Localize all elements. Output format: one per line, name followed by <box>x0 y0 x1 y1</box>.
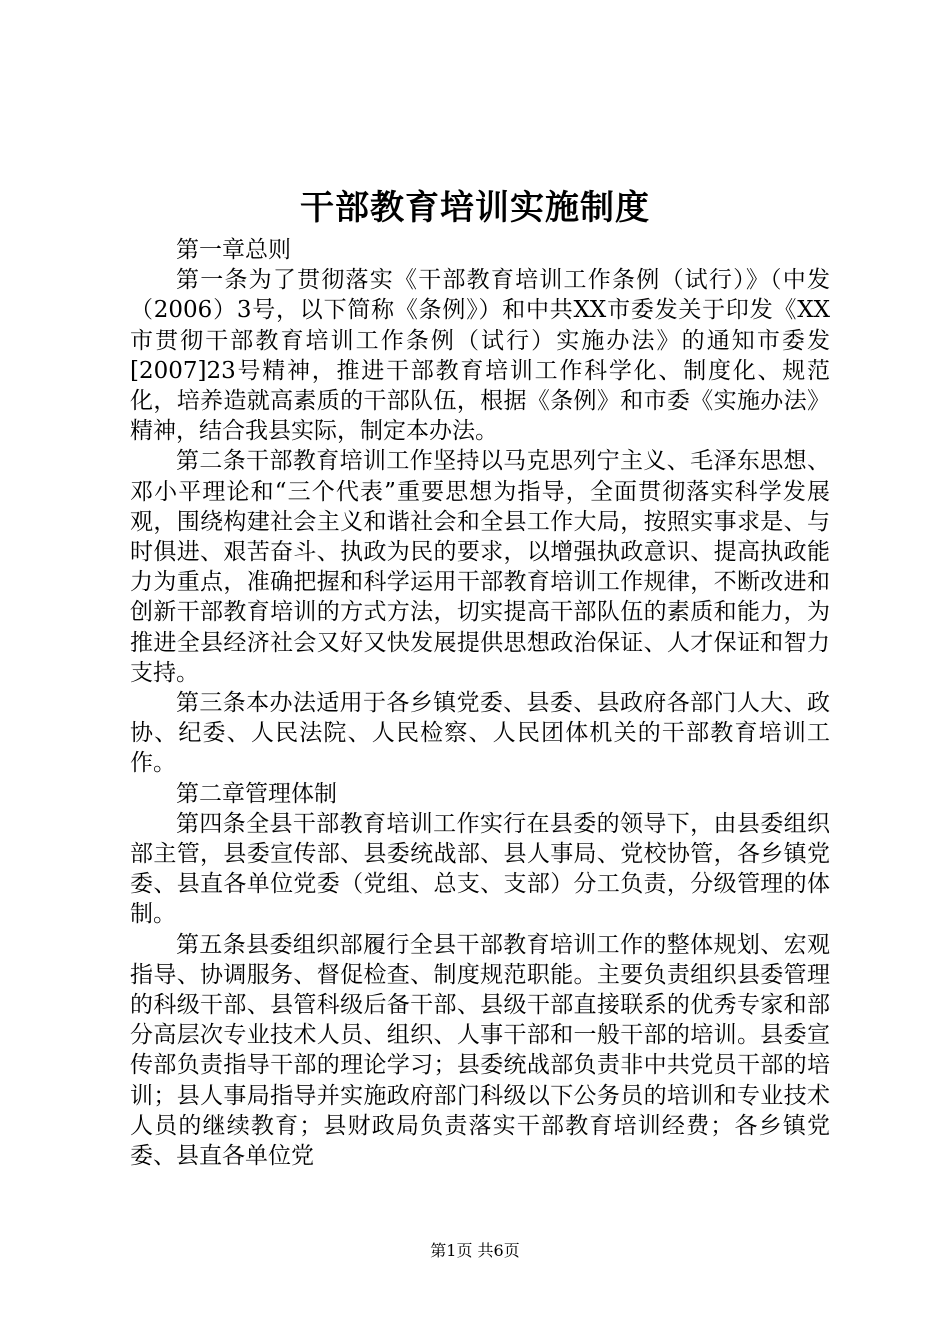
article-paragraph: 第三条本办法适用于各乡镇党委、县委、县政府各部门人大、政协、纪委、人民法院、人民检察、人民团体机关的干部教育培训工作。 <box>130 690 830 777</box>
article-paragraph: 第四条全县干部教育培训工作实行在县委的领导下，由县委组织部主管，县委宣传部、县委统战部、县人事局、党校协管，各乡镇党委、县直各单位党委（党组、总支、支部）分工负责，分级管理的体制。 <box>130 810 830 928</box>
article-paragraph: 第二条干部教育培训工作坚持以马克思列宁主义、毛泽东思想、邓小平理论和“三个代表”重要思想为指导，全面贯彻落实科学发展观，围绕构建社会主义和谐社会和全县工作大局，按照实事求是、与时俱进、艰苦奋斗、执政为民的要求，以增强执政意识、提高执政能力为重点，准确把握和科学运用干部教育培训工作规律，不断改进和创新干部教育培训的方式方法，切实提高干部队伍的素质和能力，为推进全县经济社会又好又快发展提供思想政治保证、人才保证和智力支持。 <box>130 448 830 686</box>
document-title: 干部教育培训实施制度 <box>300 188 650 228</box>
chapter-heading: 第一章总则 <box>176 237 291 263</box>
article-paragraph: 第五条县委组织部履行全县干部教育培训工作的整体规划、宏观指导、协调服务、督促检查、制度规范职能。主要负责组织县委管理的科级干部、县管科级后备干部、县级干部直接联系的优秀专家和部分高层次专业技术人员、组织、人事干部和一般干部的培训。县委宣传部负责指导干部的理论学习；县委统战部负责非中共党员干部的培训；县人事局指导并实施政府部门科级以下公务员的培训和专业技术人员的继续教育；县财政局负责落实干部教育培训经费；各乡镇党委、县直各单位党 <box>130 931 830 1170</box>
document-body <box>130 235 830 1171</box>
page-number-footer: 第1页 共6页 <box>430 1241 520 1260</box>
chapter-heading: 第二章管理体制 <box>176 780 337 807</box>
article-paragraph: 第一条为了贯彻落实《干部教育培训工作条例（试行）》（中发（2006）3号，以下简称《条例》）和中共XX市委发关于印发《XX市贯彻干部教育培训工作条例（试行）实施办法》的通知市委发[2007]23号精神，推进干部教育培训工作科学化、制度化、规范化，培养造就高素质的干部队伍，根据《条例》和市委《实施办法》精神，结合我县实际，制定本办法。 <box>130 267 830 445</box>
